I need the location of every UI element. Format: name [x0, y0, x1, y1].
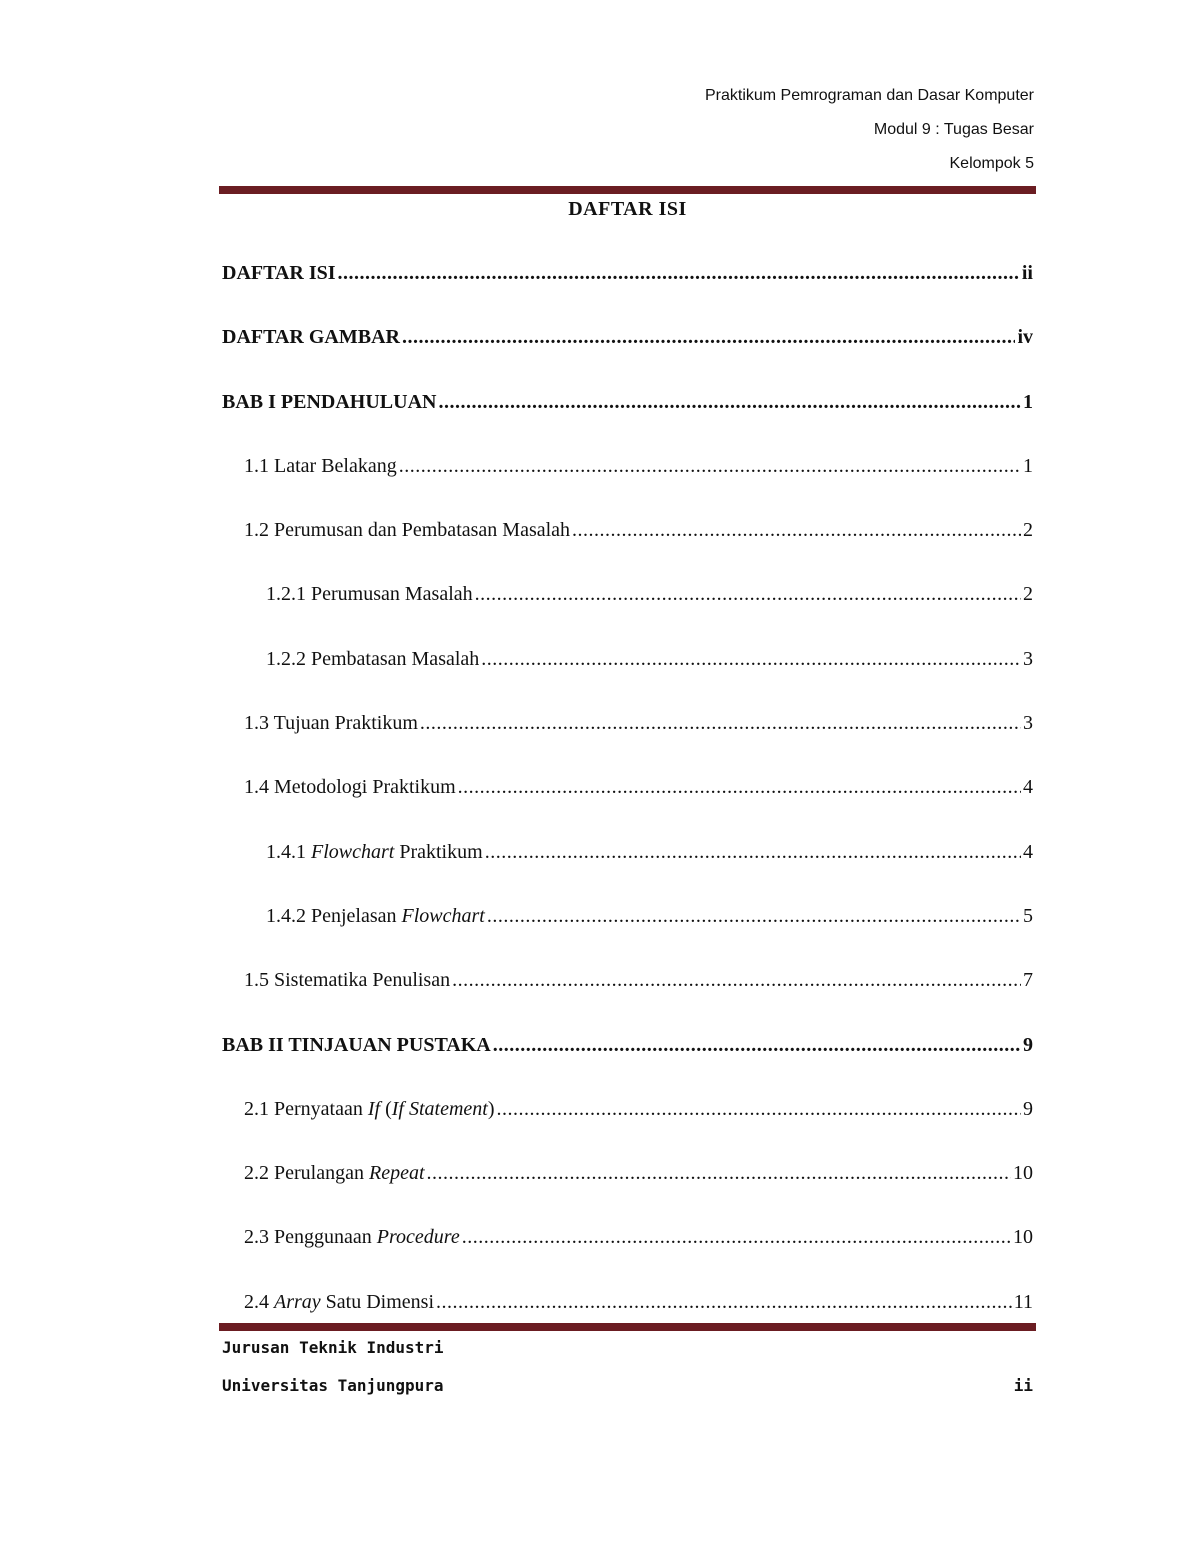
toc-entry-label [222, 322, 402, 352]
toc-dot-leader [420, 708, 1021, 738]
toc-entry-page: 4 [1023, 840, 1033, 863]
toc-entry-text: 2.4 [244, 1290, 274, 1313]
toc-entry-text: 1.2.2 Pembatasan Masalah [266, 647, 480, 670]
toc-dot-leader [487, 901, 1021, 931]
toc-entry-label [222, 1030, 493, 1060]
toc-entry-page: 3 [1023, 712, 1033, 735]
toc-entry-text: ( [380, 1097, 392, 1120]
toc-entry-label [266, 644, 481, 674]
toc-entry-text: ) [487, 1097, 495, 1120]
toc-entry[interactable] [222, 708, 1033, 772]
toc-entry-page: 10 [1013, 1162, 1033, 1185]
toc-entry-label [266, 837, 485, 867]
footer-page-number: ii [1013, 1376, 1033, 1395]
toc-entry-page: ii [1021, 262, 1033, 284]
toc-entry-page: 4 [1023, 776, 1033, 799]
toc-dot-leader [438, 387, 1021, 417]
toc-entry-text: 1.2 Perumusan dan Pembatasan Masalah [244, 519, 571, 542]
toc-entry-page: iv [1017, 326, 1033, 349]
toc-entry[interactable] [222, 258, 1033, 322]
toc-entry[interactable] [222, 644, 1033, 708]
toc-dot-leader [399, 451, 1021, 481]
toc-entry[interactable] [222, 515, 1033, 579]
toc-entry-label [244, 708, 420, 738]
toc-entry-text: 1.5 Sistematika Penulisan [244, 969, 451, 992]
header-module: Modul 9 : Tugas Besar [873, 121, 1034, 138]
header-group: Kelompok 5 [949, 155, 1034, 172]
toc-dot-leader [497, 1094, 1021, 1124]
toc-entry-text: 2.3 Penggunaan [244, 1226, 377, 1249]
toc-entry[interactable] [222, 387, 1033, 451]
toc-entry-italic-text: If [367, 1097, 381, 1120]
toc-entry-label [244, 965, 452, 995]
toc-dot-leader [436, 1287, 1012, 1317]
footer-university: Universitas Tanjungpura [222, 1376, 444, 1395]
toc-entry-text: DAFTAR GAMBAR [222, 326, 400, 349]
toc-entry-text: Satu Dimensi [320, 1290, 435, 1313]
toc-entry-text: 1.1 Latar Belakang [244, 454, 397, 477]
toc-entry-text: BAB II TINJAUAN PUSTAKA [222, 1033, 491, 1056]
page-footer [222, 1335, 1033, 1411]
toc-entry-text: 1.4.1 [266, 840, 311, 863]
toc-entry-label [266, 579, 475, 609]
toc-entry[interactable] [222, 1094, 1033, 1158]
toc-dot-leader [572, 515, 1021, 545]
toc-entry-label [222, 258, 338, 288]
footer-rule [219, 1323, 1036, 1331]
page-header [705, 84, 1034, 186]
toc-entry-text: 1.4.2 Penjelasan [266, 904, 402, 927]
toc-dot-leader [485, 837, 1021, 867]
toc-dot-leader [481, 644, 1021, 674]
toc-entry[interactable] [222, 322, 1033, 386]
toc-dot-leader [458, 772, 1021, 802]
toc-dot-leader [462, 1222, 1011, 1252]
toc-entry-label [244, 515, 572, 545]
toc-entry-italic-text: If Statement [391, 1097, 488, 1120]
toc-entry-text: 2.1 Pernyataan [244, 1097, 368, 1120]
toc-entry-page: 2 [1023, 519, 1033, 542]
toc-entry[interactable] [222, 451, 1033, 515]
toc-entry[interactable] [222, 965, 1033, 1029]
toc-entry-page: 1 [1023, 454, 1033, 477]
toc-entry-italic-text: Flowchart [311, 840, 395, 863]
footer-department: Jurusan Teknik Industri [222, 1338, 444, 1357]
toc-entry-page: 9 [1023, 1033, 1033, 1056]
toc-entry-label [244, 1287, 436, 1317]
toc-entry-text: 1.2.1 Perumusan Masalah [266, 583, 473, 606]
toc-entry-text: 1.3 Tujuan Praktikum [244, 712, 418, 735]
toc-entry-italic-text: Array [274, 1290, 321, 1313]
toc-entry-page: 3 [1023, 647, 1033, 670]
toc-dot-leader [493, 1030, 1021, 1060]
toc-entry-text: 2.2 Perulangan [244, 1162, 369, 1185]
toc-dot-leader [475, 579, 1021, 609]
toc-entry-label [244, 1094, 497, 1124]
toc-entry-italic-text: Procedure [376, 1226, 460, 1249]
toc-entry-italic-text: Flowchart [401, 904, 485, 927]
toc-entry-text: DAFTAR ISI [222, 262, 336, 284]
toc-dot-leader [402, 322, 1015, 352]
toc-entry-label [244, 772, 458, 802]
toc-entry-page: 2 [1023, 583, 1033, 606]
header-course: Praktikum Pemrograman dan Dasar Komputer [704, 87, 1034, 104]
toc-entry-label [266, 901, 487, 931]
toc-entry[interactable] [222, 1158, 1033, 1222]
toc-entry-text: BAB I PENDAHULUAN [222, 390, 437, 413]
toc-entry[interactable] [222, 1222, 1033, 1286]
toc-dot-leader [427, 1158, 1011, 1188]
toc-entry-label [244, 1158, 427, 1188]
toc-entry[interactable] [222, 579, 1033, 643]
toc-entry[interactable] [222, 1030, 1033, 1094]
toc-entry[interactable] [222, 837, 1033, 901]
toc-entry-italic-text: Repeat [368, 1162, 425, 1185]
toc-entry-page: 5 [1023, 904, 1033, 927]
toc-entry-text: Praktikum [394, 840, 483, 863]
toc-entry-text: 1.4 Metodologi Praktikum [244, 776, 456, 799]
toc-entry-page: 10 [1013, 1226, 1033, 1249]
toc-entry-page: 11 [1013, 1290, 1033, 1313]
toc-entry-label [244, 451, 399, 481]
toc-entry[interactable] [222, 772, 1033, 836]
toc-entry-page: 1 [1023, 390, 1033, 413]
toc-entry-page: 7 [1023, 969, 1033, 992]
page-title: DAFTAR ISI [568, 198, 687, 220]
header-rule [219, 186, 1036, 194]
toc-entry[interactable] [222, 901, 1033, 965]
table-of-contents [222, 258, 1033, 1351]
toc-dot-leader [338, 258, 1020, 288]
toc-dot-leader [452, 965, 1021, 995]
toc-entry-label [222, 387, 438, 417]
toc-entry-page: 9 [1023, 1097, 1033, 1120]
toc-entry-label [244, 1222, 462, 1252]
